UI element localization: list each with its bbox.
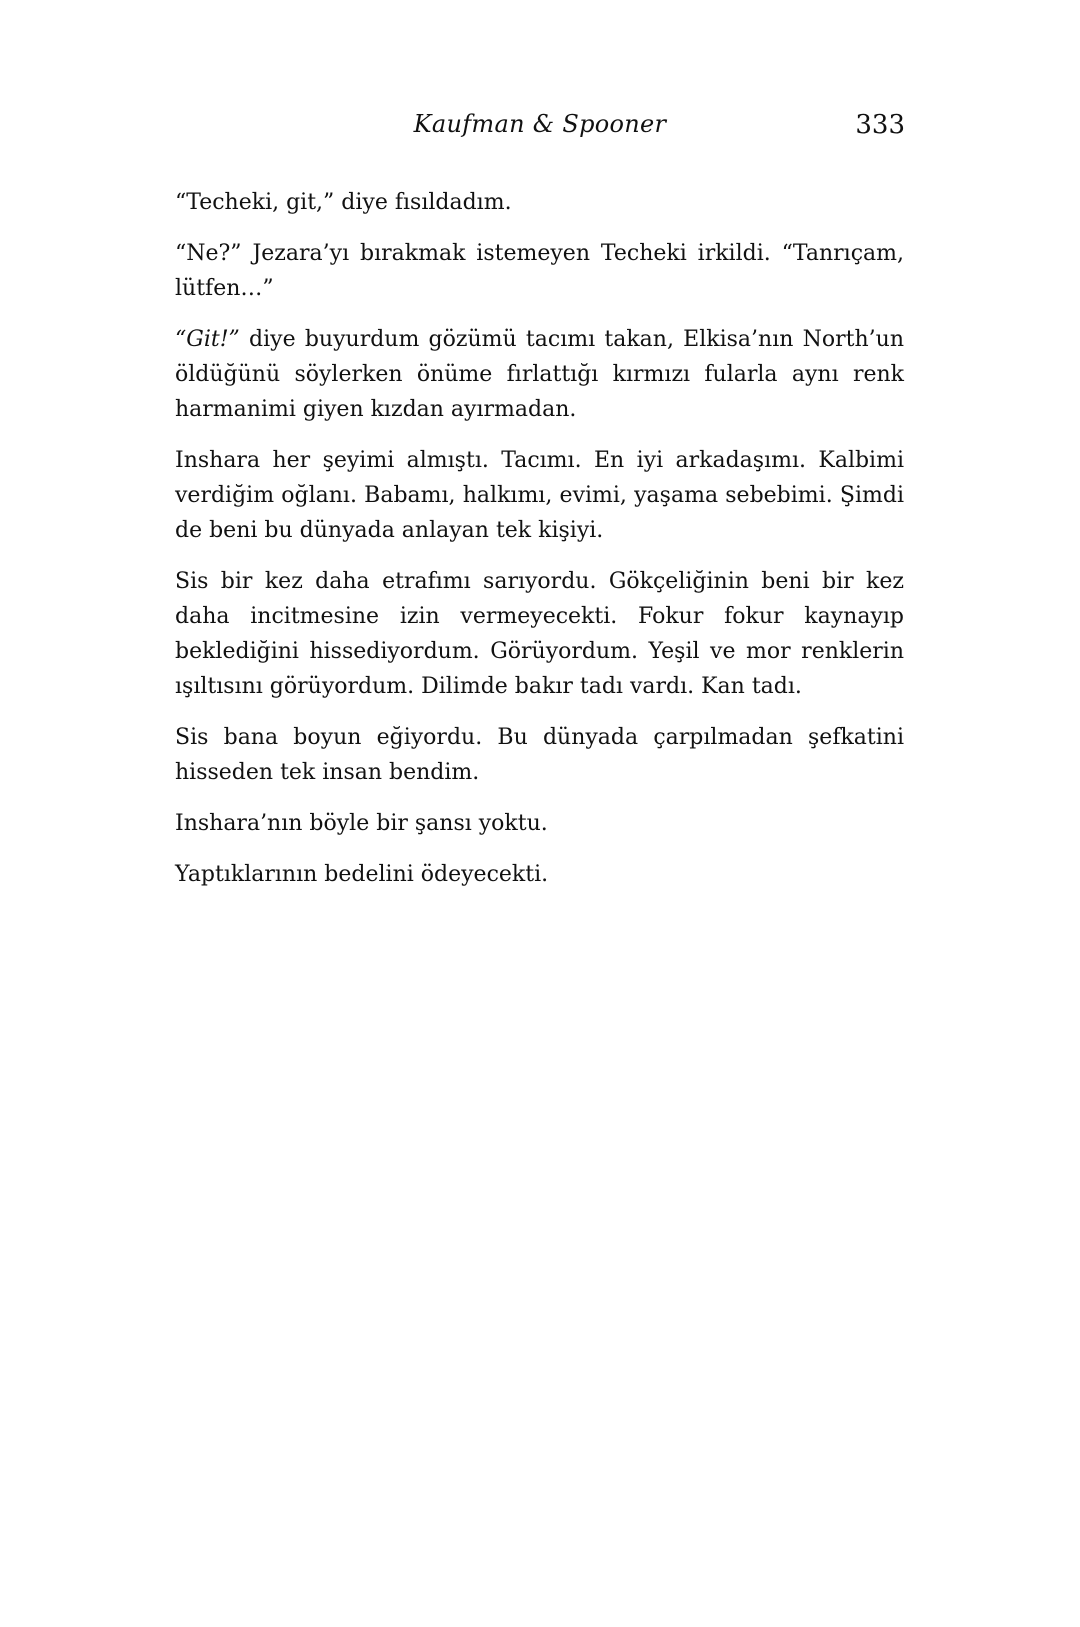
paragraph-3-exclamation: “Git!” [175,327,240,352]
paragraph-7: Inshara’nın böyle bir şansı yoktu. [175,811,548,836]
paragraph-3-text: diye buyurdum gözümü tacımı takan, Elkisa’nın North’un öldüğünü söylerken önüme fırlattığı kırmızı fularla aynı renk harmanimi giyen kızdan ayırmadan. [175,327,904,422]
page-header [0,110,1080,150]
paragraph-8: Yaptıklarının bedelini ödeyecekti. [175,862,549,887]
paragraph-4: Inshara her şeyimi almıştı. Tacımı. En iyi arkadaşımı. Kalbimi verdiğim oğlanı. Babamı, halkımı, evimi, yaşama sebebimi. Şimdi de beni bu dünyada anlayan tek kişiyi. [175,448,904,543]
paragraph-1: “Techeki, git,” diye fısıldadım. [175,190,512,215]
body-text [175,185,904,908]
running-head: Kaufman & Spooner [413,110,667,138]
paragraph-3 [175,322,904,427]
paragraph-2: “Ne?” Jezara’yı bırakmak istemeyen Techeki irkildi. “Tanrıçam, lütfen…” [175,241,904,301]
page-number: 333 [855,110,905,140]
paragraph-6: Sis bana boyun eğiyordu. Bu dünyada çarpılmadan şefkatini hisseden tek insan bendim. [175,725,904,785]
paragraph-5: Sis bir kez daha etrafımı sarıyordu. Gökçeliğinin beni bir kez daha incitmesine izin vermeyecekti. Fokur fokur kaynayıp beklediğini hissediyordum. Görüyordum. Yeşil ve mor renklerin ışıltısını görüyordum. Dilimde bakır tadı vardı. Kan tadı. [175,569,904,699]
